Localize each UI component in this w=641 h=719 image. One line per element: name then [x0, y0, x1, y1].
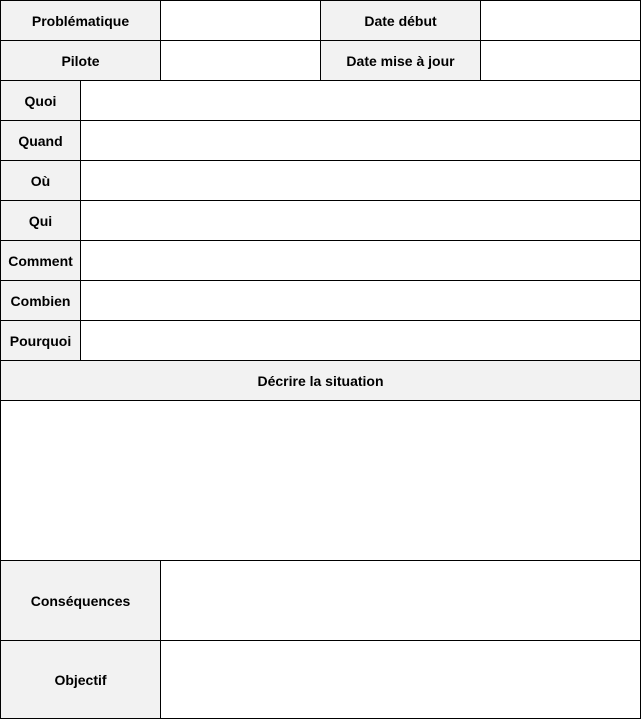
consequences-label: Conséquences [0, 560, 161, 641]
comment-label: Comment [0, 240, 81, 281]
quoi-label: Quoi [0, 80, 81, 121]
date-maj-field[interactable] [480, 40, 641, 81]
pourquoi-field[interactable] [80, 320, 641, 361]
combien-label: Combien [0, 280, 81, 321]
ou-field[interactable] [80, 160, 641, 201]
quoi-field[interactable] [80, 80, 641, 121]
date-debut-field[interactable] [480, 0, 641, 41]
pilote-label: Pilote [0, 40, 161, 81]
consequences-field[interactable] [160, 560, 641, 641]
problematique-field[interactable] [160, 0, 321, 41]
qui-field[interactable] [80, 200, 641, 241]
pourquoi-label: Pourquoi [0, 320, 81, 361]
ou-label: Où [0, 160, 81, 201]
qui-label: Qui [0, 200, 81, 241]
date-debut-label: Date début [320, 0, 481, 41]
date-maj-label: Date mise à jour [320, 40, 481, 81]
combien-field[interactable] [80, 280, 641, 321]
quand-field[interactable] [80, 120, 641, 161]
objectif-label: Objectif [0, 640, 161, 719]
comment-field[interactable] [80, 240, 641, 281]
objectif-field[interactable] [160, 640, 641, 719]
pilote-field[interactable] [160, 40, 321, 81]
situation-field[interactable] [0, 400, 641, 561]
quand-label: Quand [0, 120, 81, 161]
situation-header: Décrire la situation [0, 360, 641, 401]
problematique-label: Problématique [0, 0, 161, 41]
